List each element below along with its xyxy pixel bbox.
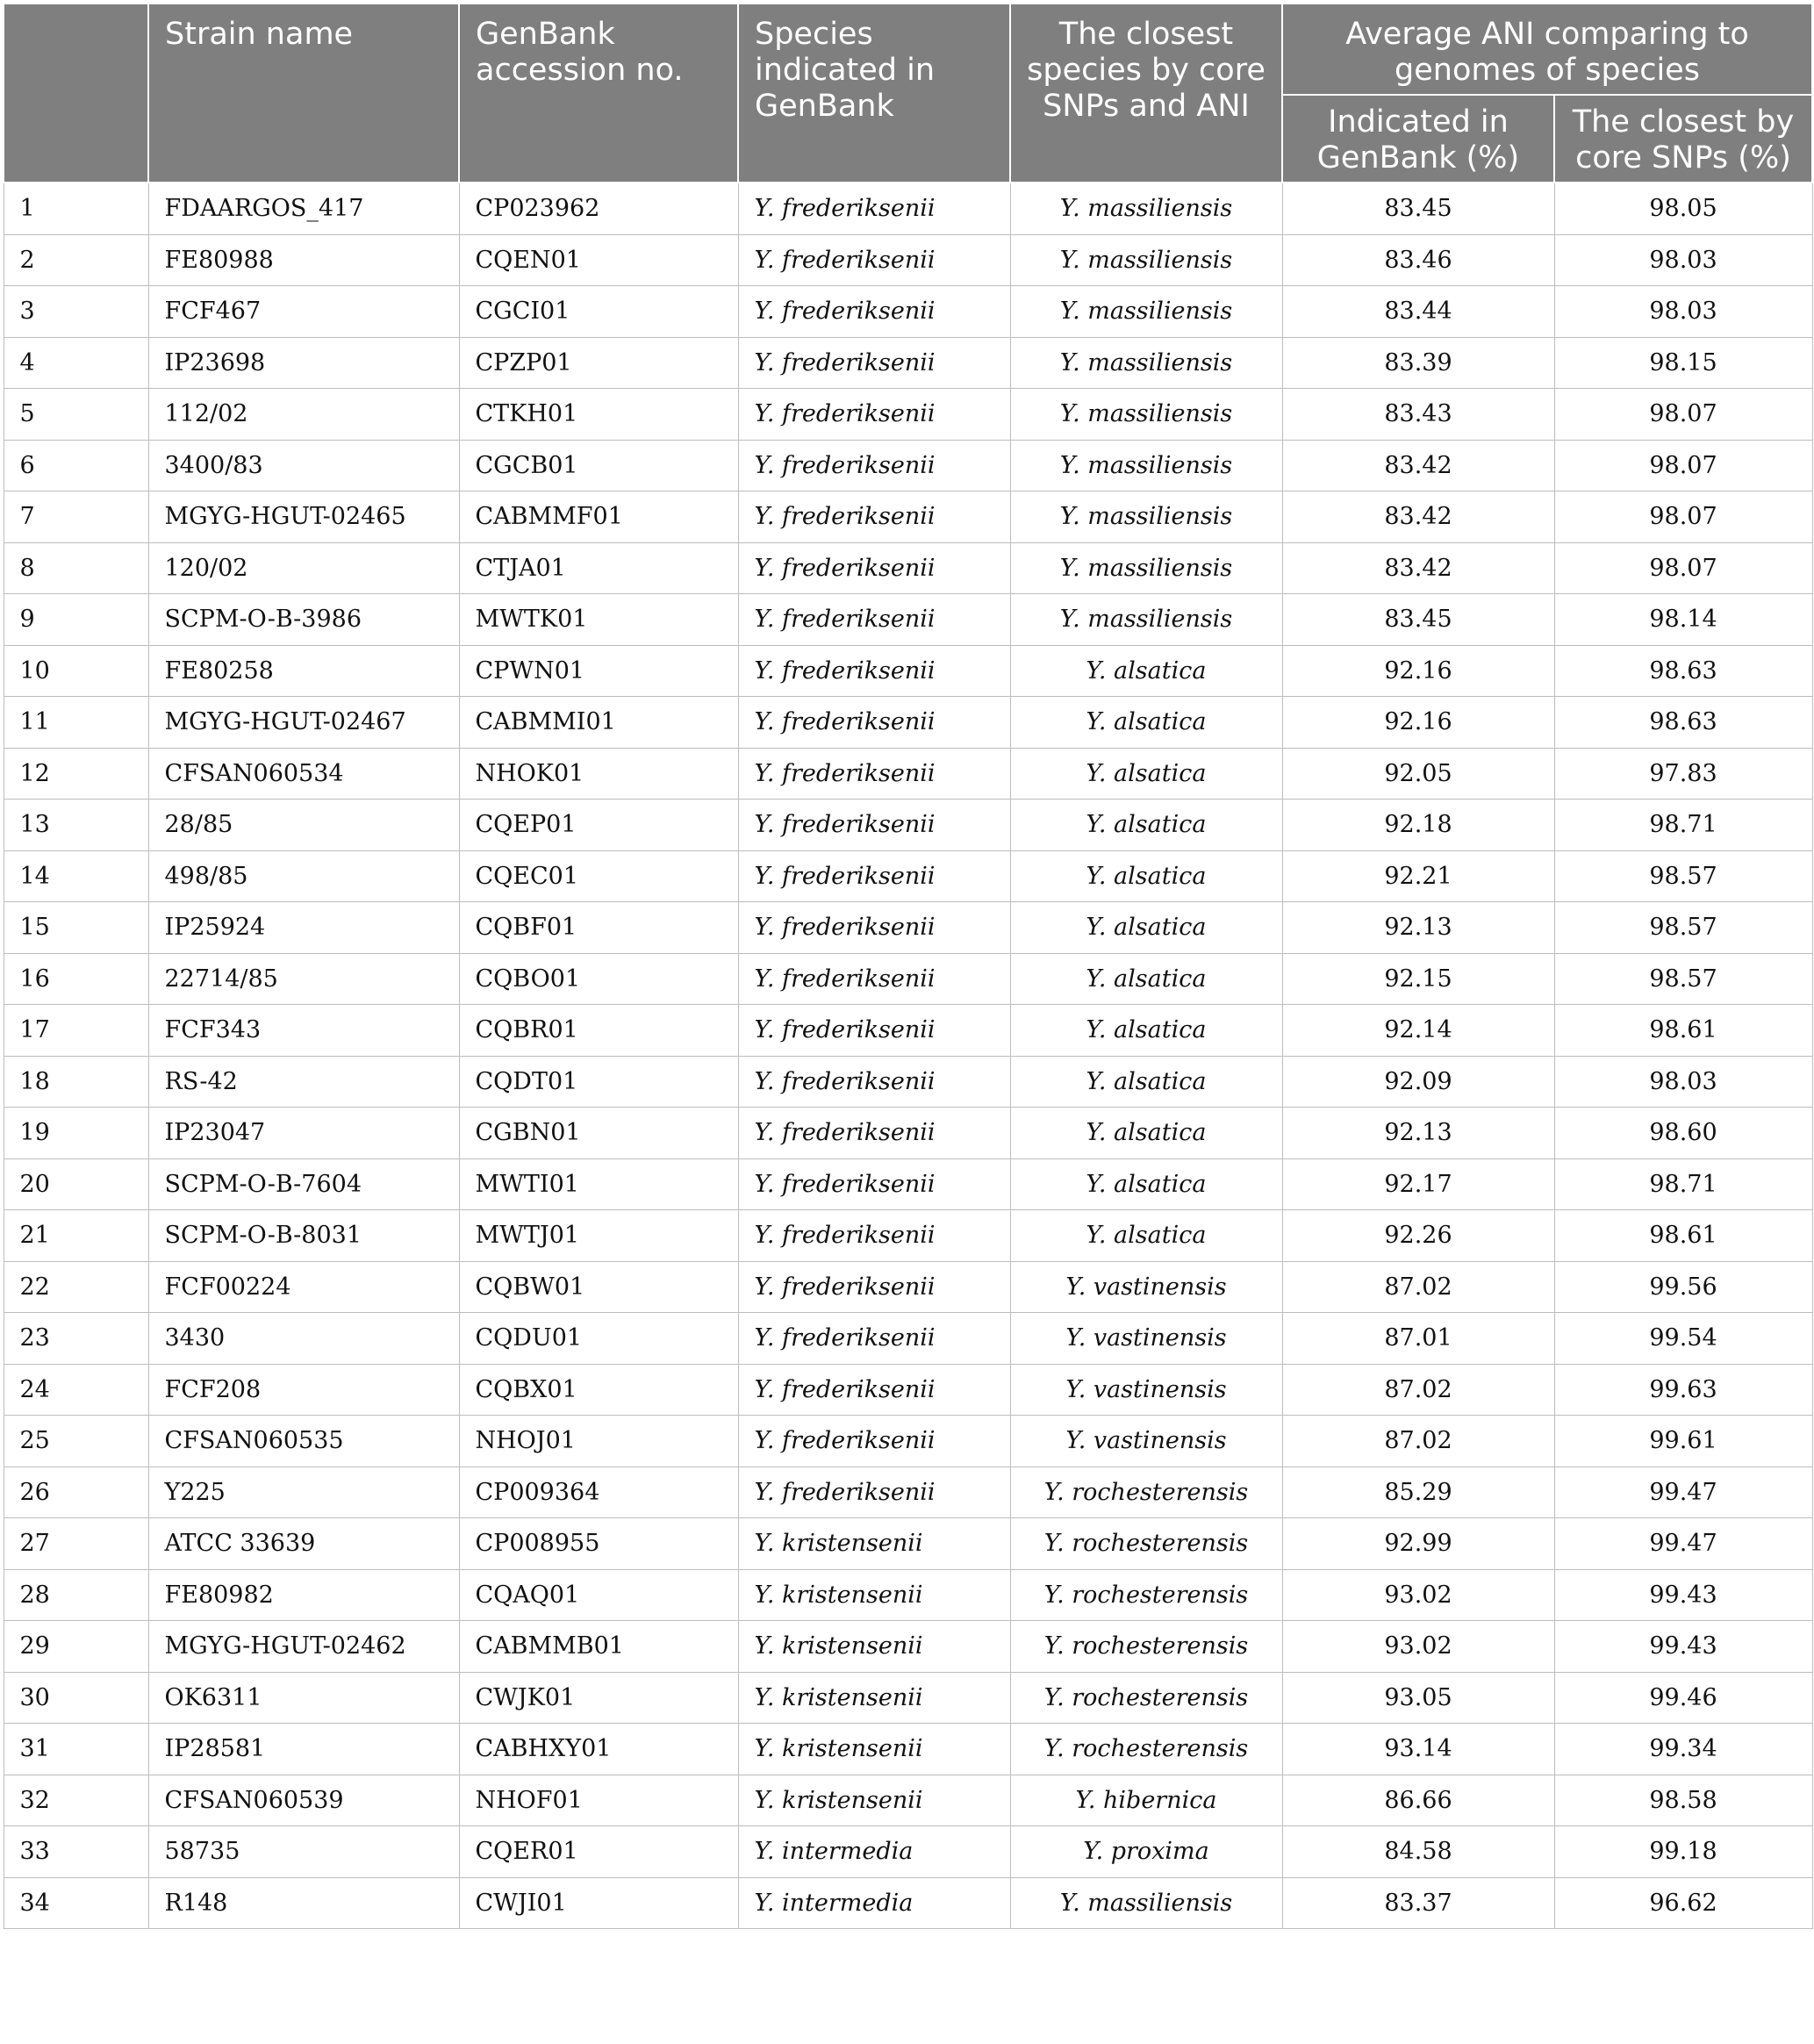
cell-genbank-accession: CTKH01 — [459, 389, 738, 441]
cell-ani-closest: 98.03 — [1554, 234, 1812, 286]
cell-index: 20 — [4, 1158, 148, 1210]
cell-ani-closest: 98.61 — [1554, 1005, 1812, 1057]
cell-strain-name: Y225 — [148, 1467, 459, 1518]
table-row — [4, 1569, 1812, 1621]
cell-ani-indicated: 83.45 — [1282, 594, 1554, 646]
table-row — [4, 440, 1812, 491]
cell-ani-closest: 98.57 — [1554, 953, 1812, 1005]
cell-genbank-accession: CP023962 — [459, 183, 738, 234]
cell-ani-indicated: 87.02 — [1282, 1261, 1554, 1313]
cell-species-genbank: Y. kristensenii — [738, 1775, 1010, 1826]
cell-genbank-accession: CGBN01 — [459, 1108, 738, 1159]
cell-species-genbank: Y. frederiksenii — [738, 902, 1010, 954]
cell-index: 24 — [4, 1364, 148, 1416]
cell-index: 34 — [4, 1877, 148, 1929]
cell-ani-closest: 99.34 — [1554, 1724, 1812, 1775]
cell-species-genbank: Y. intermedia — [738, 1877, 1010, 1929]
cell-species-genbank: Y. frederiksenii — [738, 491, 1010, 543]
table-row — [4, 1056, 1812, 1108]
cell-ani-indicated: 84.58 — [1282, 1826, 1554, 1878]
cell-ani-closest: 98.71 — [1554, 1158, 1812, 1210]
cell-genbank-accession: NHOF01 — [459, 1775, 738, 1826]
cell-ani-indicated: 83.37 — [1282, 1877, 1554, 1929]
cell-strain-name: ATCC 33639 — [148, 1518, 459, 1570]
cell-index: 15 — [4, 902, 148, 954]
cell-index: 14 — [4, 850, 148, 902]
cell-closest-species: Y. rochesterensis — [1010, 1672, 1282, 1724]
cell-closest-species: Y. rochesterensis — [1010, 1467, 1282, 1518]
cell-ani-indicated: 92.15 — [1282, 953, 1554, 1005]
cell-ani-indicated: 92.17 — [1282, 1158, 1554, 1210]
table-row — [4, 594, 1812, 646]
cell-species-genbank: Y. frederiksenii — [738, 1313, 1010, 1365]
cell-strain-name: CFSAN060539 — [148, 1775, 459, 1826]
cell-closest-species: Y. massiliensis — [1010, 542, 1282, 594]
cell-ani-closest: 98.05 — [1554, 183, 1812, 234]
cell-strain-name: FE80258 — [148, 645, 459, 697]
cell-ani-closest: 98.14 — [1554, 594, 1812, 646]
cell-ani-indicated: 92.99 — [1282, 1518, 1554, 1570]
cell-genbank-accession: CQEC01 — [459, 850, 738, 902]
cell-species-genbank: Y. frederiksenii — [738, 1261, 1010, 1313]
cell-ani-indicated: 92.16 — [1282, 645, 1554, 697]
cell-index: 7 — [4, 491, 148, 543]
cell-ani-indicated: 93.05 — [1282, 1672, 1554, 1724]
cell-genbank-accession: CQBR01 — [459, 1005, 738, 1057]
cell-ani-indicated: 86.66 — [1282, 1775, 1554, 1826]
cell-closest-species: Y. massiliensis — [1010, 1877, 1282, 1929]
cell-species-genbank: Y. frederiksenii — [738, 800, 1010, 851]
header-closest-species: The closest species by core SNPs and ANI — [1010, 4, 1282, 183]
cell-strain-name: FE80982 — [148, 1569, 459, 1621]
cell-strain-name: 58735 — [148, 1826, 459, 1878]
table-row — [4, 1877, 1812, 1929]
cell-index: 6 — [4, 440, 148, 491]
cell-species-genbank: Y. frederiksenii — [738, 337, 1010, 389]
cell-closest-species: Y. alsatica — [1010, 1108, 1282, 1159]
cell-closest-species: Y. massiliensis — [1010, 440, 1282, 491]
cell-ani-closest: 99.43 — [1554, 1621, 1812, 1673]
cell-ani-indicated: 83.44 — [1282, 286, 1554, 338]
cell-ani-indicated: 92.14 — [1282, 1005, 1554, 1057]
cell-closest-species: Y. alsatica — [1010, 800, 1282, 851]
cell-closest-species: Y. alsatica — [1010, 1158, 1282, 1210]
cell-ani-indicated: 92.21 — [1282, 850, 1554, 902]
cell-genbank-accession: CPWN01 — [459, 645, 738, 697]
cell-ani-indicated: 93.02 — [1282, 1569, 1554, 1621]
cell-species-genbank: Y. frederiksenii — [738, 1005, 1010, 1057]
table-row — [4, 850, 1812, 902]
cell-ani-closest: 98.03 — [1554, 1056, 1812, 1108]
cell-index: 33 — [4, 1826, 148, 1878]
table-row — [4, 800, 1812, 851]
cell-strain-name: 120/02 — [148, 542, 459, 594]
table-row — [4, 1261, 1812, 1313]
cell-closest-species: Y. alsatica — [1010, 1210, 1282, 1262]
cell-ani-indicated: 83.46 — [1282, 234, 1554, 286]
cell-index: 13 — [4, 800, 148, 851]
header-strain-name: Strain name — [148, 4, 459, 183]
cell-ani-closest: 99.43 — [1554, 1569, 1812, 1621]
cell-closest-species: Y. alsatica — [1010, 748, 1282, 800]
cell-genbank-accession: NHOK01 — [459, 748, 738, 800]
cell-genbank-accession: CTJA01 — [459, 542, 738, 594]
cell-closest-species: Y. vastinensis — [1010, 1416, 1282, 1467]
header-species-genbank: Species indicated in GenBank — [738, 4, 1010, 183]
header-ani-indicated: Indicated in GenBank (%) — [1282, 95, 1554, 183]
cell-strain-name: IP23047 — [148, 1108, 459, 1159]
cell-strain-name: MGYG-HGUT-02465 — [148, 491, 459, 543]
cell-ani-closest: 97.83 — [1554, 748, 1812, 800]
cell-index: 4 — [4, 337, 148, 389]
cell-species-genbank: Y. kristensenii — [738, 1621, 1010, 1673]
cell-strain-name: R148 — [148, 1877, 459, 1929]
cell-index: 9 — [4, 594, 148, 646]
cell-genbank-accession: CQBF01 — [459, 902, 738, 954]
cell-strain-name: OK6311 — [148, 1672, 459, 1724]
cell-species-genbank: Y. kristensenii — [738, 1672, 1010, 1724]
cell-ani-closest: 99.47 — [1554, 1467, 1812, 1518]
cell-strain-name: 3430 — [148, 1313, 459, 1365]
cell-closest-species: Y. massiliensis — [1010, 389, 1282, 441]
cell-strain-name: 112/02 — [148, 389, 459, 441]
table-row — [4, 389, 1812, 441]
cell-closest-species: Y. alsatica — [1010, 902, 1282, 954]
cell-ani-closest: 98.58 — [1554, 1775, 1812, 1826]
cell-index: 27 — [4, 1518, 148, 1570]
header-ani-closest: The closest by core SNPs (%) — [1554, 95, 1812, 183]
cell-species-genbank: Y. frederiksenii — [738, 850, 1010, 902]
cell-index: 3 — [4, 286, 148, 338]
cell-genbank-accession: CABMMB01 — [459, 1621, 738, 1673]
cell-species-genbank: Y. frederiksenii — [738, 1467, 1010, 1518]
table-row — [4, 1416, 1812, 1467]
table-row — [4, 1724, 1812, 1775]
cell-index: 32 — [4, 1775, 148, 1826]
cell-strain-name: FE80988 — [148, 234, 459, 286]
cell-genbank-accession: CQBW01 — [459, 1261, 738, 1313]
cell-ani-indicated: 92.05 — [1282, 748, 1554, 800]
cell-closest-species: Y. vastinensis — [1010, 1364, 1282, 1416]
cell-ani-closest: 98.71 — [1554, 800, 1812, 851]
cell-index: 31 — [4, 1724, 148, 1775]
cell-closest-species: Y. rochesterensis — [1010, 1621, 1282, 1673]
cell-strain-name: SCPM-O-B-7604 — [148, 1158, 459, 1210]
cell-ani-closest: 98.61 — [1554, 1210, 1812, 1262]
cell-ani-closest: 99.47 — [1554, 1518, 1812, 1570]
cell-strain-name: 22714/85 — [148, 953, 459, 1005]
table-row — [4, 286, 1812, 338]
cell-closest-species: Y. massiliensis — [1010, 234, 1282, 286]
header-average-ani: Average ANI comparing to genomes of species — [1282, 4, 1812, 95]
cell-ani-indicated: 83.45 — [1282, 183, 1554, 234]
table-row — [4, 953, 1812, 1005]
cell-index: 10 — [4, 645, 148, 697]
cell-genbank-accession: CQBO01 — [459, 953, 738, 1005]
cell-index: 8 — [4, 542, 148, 594]
cell-index: 23 — [4, 1313, 148, 1365]
cell-species-genbank: Y. frederiksenii — [738, 645, 1010, 697]
cell-ani-indicated: 92.13 — [1282, 902, 1554, 954]
cell-genbank-accession: MWTI01 — [459, 1158, 738, 1210]
cell-ani-indicated: 92.09 — [1282, 1056, 1554, 1108]
table-row — [4, 697, 1812, 749]
cell-ani-closest: 98.63 — [1554, 645, 1812, 697]
table-row — [4, 1108, 1812, 1159]
cell-ani-indicated: 83.39 — [1282, 337, 1554, 389]
cell-closest-species: Y. rochesterensis — [1010, 1724, 1282, 1775]
table-row — [4, 748, 1812, 800]
cell-genbank-accession: CP008955 — [459, 1518, 738, 1570]
cell-closest-species: Y. rochesterensis — [1010, 1518, 1282, 1570]
table-body — [4, 183, 1812, 1929]
cell-species-genbank: Y. frederiksenii — [738, 953, 1010, 1005]
cell-genbank-accession: CWJK01 — [459, 1672, 738, 1724]
cell-index: 18 — [4, 1056, 148, 1108]
table-row — [4, 1672, 1812, 1724]
cell-index: 1 — [4, 183, 148, 234]
cell-closest-species: Y. alsatica — [1010, 645, 1282, 697]
cell-species-genbank: Y. frederiksenii — [738, 542, 1010, 594]
cell-ani-closest: 96.62 — [1554, 1877, 1812, 1929]
cell-closest-species: Y. alsatica — [1010, 953, 1282, 1005]
cell-closest-species: Y. massiliensis — [1010, 337, 1282, 389]
cell-ani-closest: 99.18 — [1554, 1826, 1812, 1878]
table-row — [4, 1158, 1812, 1210]
cell-closest-species: Y. massiliensis — [1010, 491, 1282, 543]
cell-index: 11 — [4, 697, 148, 749]
table-row — [4, 542, 1812, 594]
cell-ani-closest: 98.57 — [1554, 902, 1812, 954]
cell-species-genbank: Y. kristensenii — [738, 1569, 1010, 1621]
cell-genbank-accession: CABMMF01 — [459, 491, 738, 543]
cell-genbank-accession: NHOJ01 — [459, 1416, 738, 1467]
cell-species-genbank: Y. frederiksenii — [738, 286, 1010, 338]
table-row — [4, 902, 1812, 954]
cell-ani-closest: 99.61 — [1554, 1416, 1812, 1467]
cell-index: 25 — [4, 1416, 148, 1467]
cell-ani-indicated: 87.02 — [1282, 1364, 1554, 1416]
cell-strain-name: 498/85 — [148, 850, 459, 902]
cell-index: 17 — [4, 1005, 148, 1057]
cell-ani-closest: 98.07 — [1554, 491, 1812, 543]
cell-species-genbank: Y. frederiksenii — [738, 440, 1010, 491]
cell-strain-name: IP25924 — [148, 902, 459, 954]
cell-index: 29 — [4, 1621, 148, 1673]
cell-ani-indicated: 83.42 — [1282, 491, 1554, 543]
cell-closest-species: Y. alsatica — [1010, 697, 1282, 749]
cell-strain-name: MGYG-HGUT-02462 — [148, 1621, 459, 1673]
table-row — [4, 1005, 1812, 1057]
cell-closest-species: Y. alsatica — [1010, 1005, 1282, 1057]
cell-strain-name: IP28581 — [148, 1724, 459, 1775]
header-genbank-accession: GenBank accession no. — [459, 4, 738, 183]
cell-genbank-accession: MWTJ01 — [459, 1210, 738, 1262]
table-row — [4, 337, 1812, 389]
cell-species-genbank: Y. frederiksenii — [738, 1416, 1010, 1467]
table-row — [4, 1364, 1812, 1416]
cell-index: 26 — [4, 1467, 148, 1518]
cell-genbank-accession: CQEP01 — [459, 800, 738, 851]
table-row — [4, 1775, 1812, 1826]
cell-species-genbank: Y. frederiksenii — [738, 697, 1010, 749]
cell-closest-species: Y. hibernica — [1010, 1775, 1282, 1826]
cell-ani-closest: 99.54 — [1554, 1313, 1812, 1365]
cell-closest-species: Y. vastinensis — [1010, 1261, 1282, 1313]
cell-ani-indicated: 87.02 — [1282, 1416, 1554, 1467]
cell-ani-indicated: 92.26 — [1282, 1210, 1554, 1262]
cell-index: 30 — [4, 1672, 148, 1724]
cell-closest-species: Y. vastinensis — [1010, 1313, 1282, 1365]
cell-closest-species: Y. alsatica — [1010, 1056, 1282, 1108]
cell-ani-closest: 98.03 — [1554, 286, 1812, 338]
cell-strain-name: RS-42 — [148, 1056, 459, 1108]
cell-genbank-accession: CWJI01 — [459, 1877, 738, 1929]
cell-strain-name: SCPM-O-B-8031 — [148, 1210, 459, 1262]
cell-strain-name: IP23698 — [148, 337, 459, 389]
cell-strain-name: FCF208 — [148, 1364, 459, 1416]
cell-strain-name: 3400/83 — [148, 440, 459, 491]
cell-ani-indicated: 83.42 — [1282, 440, 1554, 491]
cell-index: 5 — [4, 389, 148, 441]
cell-ani-indicated: 92.18 — [1282, 800, 1554, 851]
table-row — [4, 491, 1812, 543]
cell-species-genbank: Y. frederiksenii — [738, 1210, 1010, 1262]
cell-ani-closest: 98.07 — [1554, 542, 1812, 594]
cell-ani-closest: 99.56 — [1554, 1261, 1812, 1313]
cell-genbank-accession: CGCB01 — [459, 440, 738, 491]
table-row — [4, 1467, 1812, 1518]
cell-closest-species: Y. rochesterensis — [1010, 1569, 1282, 1621]
table-row — [4, 645, 1812, 697]
cell-strain-name: SCPM-O-B-3986 — [148, 594, 459, 646]
cell-ani-indicated: 92.16 — [1282, 697, 1554, 749]
table-row — [4, 234, 1812, 286]
cell-ani-closest: 98.07 — [1554, 389, 1812, 441]
cell-species-genbank: Y. frederiksenii — [738, 594, 1010, 646]
cell-ani-closest: 99.46 — [1554, 1672, 1812, 1724]
table-row — [4, 1518, 1812, 1570]
cell-species-genbank: Y. frederiksenii — [738, 234, 1010, 286]
cell-species-genbank: Y. frederiksenii — [738, 1158, 1010, 1210]
cell-closest-species: Y. proxima — [1010, 1826, 1282, 1878]
table-row — [4, 1210, 1812, 1262]
cell-closest-species: Y. alsatica — [1010, 850, 1282, 902]
cell-ani-closest: 98.63 — [1554, 697, 1812, 749]
cell-genbank-accession: CABHXY01 — [459, 1724, 738, 1775]
cell-ani-closest: 98.57 — [1554, 850, 1812, 902]
cell-genbank-accession: CQER01 — [459, 1826, 738, 1878]
cell-strain-name: MGYG-HGUT-02467 — [148, 697, 459, 749]
cell-index: 21 — [4, 1210, 148, 1262]
cell-closest-species: Y. massiliensis — [1010, 594, 1282, 646]
cell-genbank-accession: CGCI01 — [459, 286, 738, 338]
cell-ani-indicated: 83.42 — [1282, 542, 1554, 594]
cell-index: 19 — [4, 1108, 148, 1159]
cell-species-genbank: Y. kristensenii — [738, 1518, 1010, 1570]
cell-ani-indicated: 93.02 — [1282, 1621, 1554, 1673]
cell-species-genbank: Y. kristensenii — [738, 1724, 1010, 1775]
cell-index: 2 — [4, 234, 148, 286]
table-row — [4, 1621, 1812, 1673]
cell-strain-name: FCF00224 — [148, 1261, 459, 1313]
cell-strain-name: FCF467 — [148, 286, 459, 338]
cell-genbank-accession: CPZP01 — [459, 337, 738, 389]
table-row — [4, 1313, 1812, 1365]
cell-genbank-accession: CQAQ01 — [459, 1569, 738, 1621]
cell-ani-closest: 99.63 — [1554, 1364, 1812, 1416]
cell-strain-name: CFSAN060535 — [148, 1416, 459, 1467]
cell-genbank-accession: CABMMI01 — [459, 697, 738, 749]
cell-index: 28 — [4, 1569, 148, 1621]
cell-strain-name: 28/85 — [148, 800, 459, 851]
cell-ani-indicated: 85.29 — [1282, 1467, 1554, 1518]
cell-genbank-accession: CQDU01 — [459, 1313, 738, 1365]
cell-ani-closest: 98.07 — [1554, 440, 1812, 491]
cell-index: 22 — [4, 1261, 148, 1313]
header-index — [4, 4, 148, 183]
cell-species-genbank: Y. frederiksenii — [738, 1108, 1010, 1159]
cell-index: 16 — [4, 953, 148, 1005]
table-row — [4, 183, 1812, 234]
table-header — [4, 4, 1812, 183]
cell-species-genbank: Y. intermedia — [738, 1826, 1010, 1878]
cell-ani-indicated: 92.13 — [1282, 1108, 1554, 1159]
cell-genbank-accession: CQEN01 — [459, 234, 738, 286]
cell-species-genbank: Y. frederiksenii — [738, 183, 1010, 234]
cell-genbank-accession: CQDT01 — [459, 1056, 738, 1108]
cell-genbank-accession: MWTK01 — [459, 594, 738, 646]
cell-strain-name: CFSAN060534 — [148, 748, 459, 800]
cell-species-genbank: Y. frederiksenii — [738, 748, 1010, 800]
cell-species-genbank: Y. frederiksenii — [738, 1056, 1010, 1108]
header-row-1 — [4, 4, 1812, 95]
cell-species-genbank: Y. frederiksenii — [738, 1364, 1010, 1416]
cell-ani-closest: 98.60 — [1554, 1108, 1812, 1159]
table-row — [4, 1826, 1812, 1878]
cell-closest-species: Y. massiliensis — [1010, 286, 1282, 338]
cell-ani-indicated: 87.01 — [1282, 1313, 1554, 1365]
cell-ani-indicated: 83.43 — [1282, 389, 1554, 441]
cell-genbank-accession: CP009364 — [459, 1467, 738, 1518]
cell-ani-closest: 98.15 — [1554, 337, 1812, 389]
cell-ani-indicated: 93.14 — [1282, 1724, 1554, 1775]
cell-strain-name: FCF343 — [148, 1005, 459, 1057]
cell-strain-name: FDAARGOS_417 — [148, 183, 459, 234]
cell-species-genbank: Y. frederiksenii — [738, 389, 1010, 441]
cell-closest-species: Y. massiliensis — [1010, 183, 1282, 234]
cell-genbank-accession: CQBX01 — [459, 1364, 738, 1416]
ani-comparison-table — [3, 3, 1813, 1929]
cell-index: 12 — [4, 748, 148, 800]
